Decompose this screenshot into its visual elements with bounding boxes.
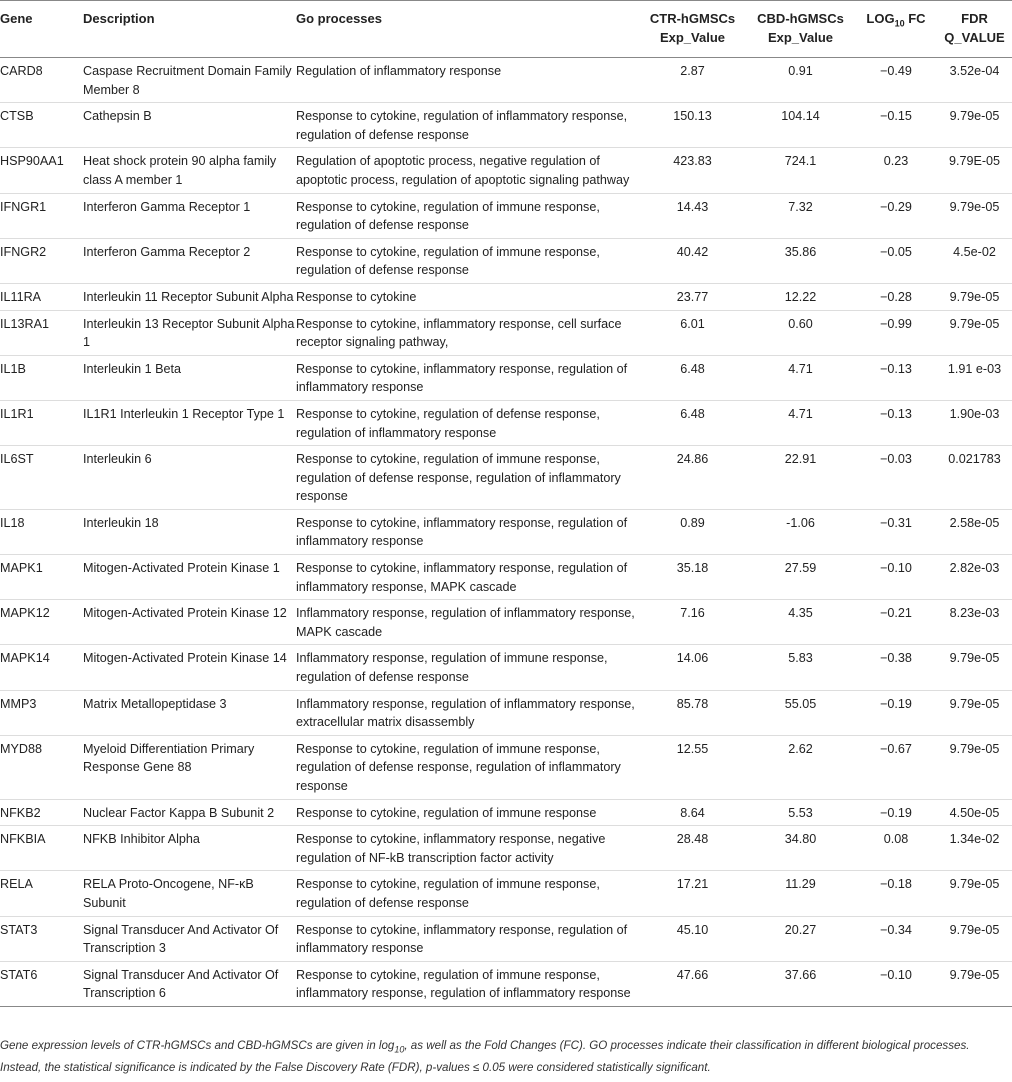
cell-fdr-q-value: 1.90e-03	[949, 406, 1000, 421]
cell-gene: IL1B	[0, 361, 26, 376]
header-cbd-line1: CBD-hGMSCs	[757, 11, 844, 26]
cell-gene: NFKBIA	[0, 832, 46, 847]
cell-gene: MAPK1	[0, 561, 43, 576]
table-body	[0, 58, 1012, 1007]
cell-fdr-q-value: 0.021783	[948, 452, 1001, 467]
cell-cbd-exp-value: 35.86	[784, 244, 817, 259]
table-header	[0, 1, 1012, 58]
cell-go-processes: Response to cytokine, regulation of immune response, regulation of defense response	[296, 199, 600, 233]
cell-log10-fc: −0.38	[880, 651, 912, 666]
cell-cbd-exp-value: 5.53	[788, 805, 813, 820]
table-row	[0, 148, 1012, 193]
cell-description: Mitogen-Activated Protein Kinase 12	[83, 606, 287, 621]
cell-log10-fc: 0.23	[883, 154, 909, 169]
cell-description: Interleukin 6	[83, 452, 152, 467]
table-row	[0, 871, 1012, 916]
cell-ctr-exp-value: 40.42	[676, 244, 709, 259]
cell-gene: MMP3	[0, 696, 37, 711]
cell-log10-fc: −0.31	[880, 515, 912, 530]
cell-ctr-exp-value: 23.77	[676, 289, 709, 304]
cell-ctr-exp-value: 6.48	[680, 406, 705, 421]
cell-gene: CTSB	[0, 109, 34, 124]
header-fdr-line1: FDR	[961, 11, 988, 26]
cell-log10-fc: −0.13	[880, 406, 912, 421]
cell-cbd-exp-value: 27.59	[784, 561, 817, 576]
cell-description: Nuclear Factor Kappa B Subunit 2	[83, 805, 275, 820]
table-row	[0, 645, 1012, 690]
cell-fdr-q-value: 9.79e-05	[949, 109, 1000, 124]
cell-log10-fc: −0.99	[880, 316, 912, 331]
cell-description: Mitogen-Activated Protein Kinase 14	[83, 651, 287, 666]
cell-cbd-exp-value: 2.62	[788, 741, 813, 756]
table-row	[0, 283, 1012, 310]
cell-go-processes: Response to cytokine, regulation of immune response, regulation of defense response	[296, 877, 600, 910]
header-ctr-exp-value	[639, 1, 746, 58]
table-footnote: Gene expression levels of CTR-hGMSCs and CBD-hGMSCs are given in $\log_{10}$, as well as the Fold Changes (FC). GO processes indicate their classification in different biological processes. Instead, the statistical significance is indicated by the False Discovery Rate (FDR), p-values ≤ 0.05 were considered statistically significant.	[0, 1039, 970, 1074]
header-row	[0, 1, 1012, 58]
cell-cbd-exp-value: 7.32	[788, 199, 813, 214]
cell-ctr-exp-value: 85.78	[676, 696, 709, 711]
cell-log10-fc: −0.03	[880, 452, 912, 467]
cell-ctr-exp-value: 14.43	[676, 199, 709, 214]
cell-gene: IL11RA	[0, 289, 42, 304]
cell-description: Heat shock protein 90 alpha family class A member 1	[83, 154, 277, 187]
table-row	[0, 103, 1012, 148]
cell-cbd-exp-value: 22.91	[784, 452, 817, 467]
cell-fdr-q-value: 9.79e-05	[949, 316, 1000, 331]
cell-gene: IFNGR2	[0, 244, 47, 259]
cell-fdr-q-value: 9.79e-05	[949, 877, 1000, 892]
header-description: Description	[83, 1, 296, 58]
cell-ctr-exp-value: 423.83	[673, 154, 712, 169]
cell-go-processes: Response to cytokine, regulation of immune response, regulation of defense response, regulation of inflammatory response	[296, 741, 621, 793]
cell-gene: MAPK12	[0, 606, 50, 621]
cell-log10-fc: −0.21	[880, 606, 912, 621]
cell-ctr-exp-value: 6.48	[680, 361, 705, 376]
table-row	[0, 826, 1012, 871]
cell-gene: NFKB2	[0, 805, 41, 820]
cell-ctr-exp-value: 45.10	[676, 922, 709, 937]
cell-log10-fc: −0.19	[880, 805, 912, 820]
cell-go-processes: Response to cytokine	[296, 289, 417, 304]
cell-go-processes: Inflammatory response, regulation of inflammatory response, MAPK cascade	[296, 606, 635, 639]
cell-fdr-q-value: 9.79e-05	[949, 741, 1000, 756]
cell-cbd-exp-value: 4.35	[788, 606, 813, 621]
cell-log10-fc: −0.10	[880, 967, 912, 982]
cell-gene: STAT3	[0, 922, 38, 937]
cell-log10-fc: −0.34	[880, 922, 912, 937]
table-row	[0, 509, 1012, 554]
cell-ctr-exp-value: 17.21	[676, 877, 709, 892]
cell-gene: STAT6	[0, 967, 38, 982]
header-ctr-line1: CTR-hGMSCs	[649, 11, 736, 26]
header-gene: Gene	[0, 1, 83, 58]
cell-ctr-exp-value: 8.64	[680, 805, 705, 820]
cell-log10-fc: −0.49	[880, 64, 912, 78]
cell-fdr-q-value: 2.82e-03	[949, 561, 1000, 576]
cell-ctr-exp-value: 35.18	[676, 561, 709, 576]
cell-description: Cathepsin B	[83, 109, 152, 124]
cell-ctr-exp-value: 47.66	[676, 967, 709, 982]
cell-gene: RELA	[0, 877, 33, 892]
cell-description: Caspase Recruitment Domain Family Member 8	[83, 64, 292, 97]
cell-go-processes: Response to cytokine, regulation of immune response	[296, 805, 597, 820]
cell-description: Interleukin 13 Receptor Subunit Alpha 1	[83, 316, 295, 350]
cell-ctr-exp-value: 12.55	[676, 741, 709, 756]
cell-fdr-q-value: 4.5e-02	[953, 244, 996, 259]
table-row	[0, 555, 1012, 600]
cell-description: NFKB Inhibitor Alpha	[83, 832, 200, 847]
table-row	[0, 400, 1012, 445]
cell-gene: HSP90AA1	[0, 154, 64, 169]
header-go-processes: Go processes	[296, 1, 639, 58]
cell-description: IL1R1 Interleukin 1 Receptor Type 1	[83, 406, 285, 421]
table-row	[0, 690, 1012, 735]
table-row	[0, 193, 1012, 238]
cell-cbd-exp-value: 5.83	[788, 651, 813, 666]
cell-cbd-exp-value: 34.80	[784, 832, 817, 847]
cell-go-processes: Response to cytokine, regulation of immune response, regulation of defense response	[296, 244, 600, 278]
cell-ctr-exp-value: 7.16	[680, 606, 705, 621]
cell-ctr-exp-value: 24.86	[676, 452, 709, 467]
cell-gene: MYD88	[0, 741, 42, 756]
cell-gene: MAPK14	[0, 651, 50, 666]
header-fdr-line2: Q_VALUE	[944, 30, 1005, 45]
cell-description: Interferon Gamma Receptor 1	[83, 199, 251, 214]
cell-cbd-exp-value: 724.1	[784, 154, 817, 169]
cell-fdr-q-value: 9.79e-05	[949, 696, 1000, 711]
cell-cbd-exp-value: 104.14	[781, 109, 820, 124]
cell-go-processes: Response to cytokine, regulation of immune response, inflammatory response, regulation of inflammatory response	[296, 967, 631, 1001]
cell-go-processes: Inflammatory response, regulation of inflammatory response, extracellular matrix disassembly	[296, 696, 635, 730]
table-row	[0, 310, 1012, 355]
cell-ctr-exp-value: 6.01	[680, 316, 705, 331]
cell-go-processes: Regulation of inflammatory response	[296, 64, 502, 78]
cell-cbd-exp-value: 12.22	[784, 289, 817, 304]
cell-fdr-q-value: 2.58e-05	[949, 515, 1000, 530]
cell-cbd-exp-value: 37.66	[784, 967, 817, 982]
cell-description: Signal Transducer And Activator Of Transcription 3	[83, 922, 279, 956]
cell-go-processes: Response to cytokine, regulation of inflammatory response, regulation of defense response	[296, 109, 628, 142]
table-row	[0, 799, 1012, 826]
cell-fdr-q-value: 9.79e-05	[949, 967, 1000, 982]
cell-go-processes: Response to cytokine, inflammatory response, cell surface receptor signaling pathway,	[296, 316, 622, 350]
header-ctr-line2: Exp_Value	[659, 30, 726, 45]
cell-fdr-q-value: 3.52e-04	[949, 64, 1000, 78]
cell-description: Signal Transducer And Activator Of Transcription 6	[83, 967, 279, 1001]
cell-description: Matrix Metallopeptidase 3	[83, 696, 227, 711]
cell-cbd-exp-value: 4.71	[788, 361, 813, 376]
table-row	[0, 446, 1012, 510]
cell-ctr-exp-value: 0.89	[680, 515, 705, 530]
table-row	[0, 238, 1012, 283]
cell-gene: IL6ST	[0, 452, 34, 467]
cell-go-processes: Response to cytokine, regulation of defense response, regulation of inflammatory response	[296, 406, 600, 440]
table-row	[0, 916, 1012, 961]
cell-log10-fc: −0.18	[880, 877, 912, 892]
cell-go-processes: Response to cytokine, inflammatory response, regulation of inflammatory response	[296, 361, 628, 395]
cell-gene: CARD8	[0, 64, 43, 78]
table-row	[0, 600, 1012, 645]
cell-fdr-q-value: 9.79e-05	[949, 651, 1000, 666]
table-row	[0, 735, 1012, 799]
header-log-prefix: LOG	[866, 11, 895, 26]
cell-gene: IFNGR1	[0, 199, 47, 214]
header-log-sub: 10	[894, 18, 905, 29]
header-log10-fc	[855, 1, 937, 58]
cell-description: Interleukin 1 Beta	[83, 361, 182, 376]
cell-cbd-exp-value: 20.27	[784, 922, 817, 937]
cell-go-processes: Response to cytokine, inflammatory response, regulation of inflammatory response	[296, 515, 628, 549]
cell-log10-fc: −0.13	[880, 361, 912, 376]
header-cbd-exp-value	[746, 1, 855, 58]
cell-cbd-exp-value: 0.91	[788, 64, 813, 78]
cell-cbd-exp-value: 0.60	[788, 316, 813, 331]
cell-description: Mitogen-Activated Protein Kinase 1	[83, 561, 280, 576]
cell-fdr-q-value: 9.79e-05	[949, 922, 1000, 937]
cell-log10-fc: −0.67	[880, 741, 912, 756]
cell-fdr-q-value: 9.79e-05	[949, 199, 1000, 214]
cell-ctr-exp-value: 14.06	[676, 651, 709, 666]
cell-cbd-exp-value: 11.29	[785, 877, 816, 892]
cell-cbd-exp-value: 4.71	[788, 406, 813, 421]
cell-ctr-exp-value: 2.87	[680, 64, 705, 78]
cell-fdr-q-value: 1.34e-02	[949, 832, 1000, 847]
cell-fdr-q-value: 1.91 e-03	[947, 361, 1002, 376]
cell-fdr-q-value: 9.79E-05	[948, 154, 1001, 169]
cell-description: Myeloid Differentiation Primary Response Gene 88	[83, 741, 255, 775]
header-log-suffix: FC	[904, 11, 926, 26]
header-fdr-q-value	[937, 1, 1012, 58]
cell-go-processes: Response to cytokine, inflammatory response, negative regulation of NF-kB transcription factor activity	[296, 832, 606, 865]
cell-description: RELA Proto-Oncogene, NF-κB Subunit	[83, 877, 254, 910]
cell-fdr-q-value: 8.23e-03	[949, 606, 1000, 621]
cell-go-processes: Regulation of apoptotic process, negative regulation of apoptotic process, regulation of apoptotic signaling pathway	[296, 154, 630, 187]
cell-log10-fc: −0.05	[880, 244, 912, 259]
cell-log10-fc: 0.08	[883, 832, 909, 847]
cell-description: Interleukin 18	[83, 515, 159, 530]
cell-log10-fc: −0.10	[880, 561, 912, 576]
cell-log10-fc: −0.29	[880, 199, 912, 214]
cell-go-processes: Response to cytokine, regulation of immune response, regulation of defense response, regulation of inflammatory response	[296, 452, 621, 504]
cell-cbd-exp-value: 55.05	[784, 696, 817, 711]
cell-gene: IL18	[0, 515, 25, 530]
cell-fdr-q-value: 9.79e-05	[949, 289, 1000, 304]
cell-ctr-exp-value: 150.13	[673, 109, 712, 124]
cell-log10-fc: −0.28	[880, 289, 912, 304]
cell-go-processes: Inflammatory response, regulation of immune response, regulation of defense response	[296, 651, 608, 685]
cell-cbd-exp-value: -1.06	[786, 515, 815, 530]
cell-gene: IL1R1	[0, 406, 34, 421]
table-row	[0, 58, 1012, 103]
cell-go-processes: Response to cytokine, inflammatory response, regulation of inflammatory response, MAPK cascade	[296, 561, 628, 594]
cell-ctr-exp-value: 28.48	[676, 832, 709, 847]
cell-fdr-q-value: 4.50e-05	[949, 805, 1000, 820]
cell-log10-fc: −0.15	[880, 109, 912, 124]
cell-description: Interferon Gamma Receptor 2	[83, 244, 251, 259]
table-row	[0, 355, 1012, 400]
cell-description: Interleukin 11 Receptor Subunit Alpha	[83, 289, 294, 304]
table-row	[0, 961, 1012, 1006]
header-cbd-line2: Exp_Value	[767, 30, 834, 45]
cell-go-processes: Response to cytokine, inflammatory response, regulation of inflammatory response	[296, 922, 628, 956]
cell-gene: IL13RA1	[0, 316, 50, 331]
cell-log10-fc: −0.19	[880, 696, 912, 711]
